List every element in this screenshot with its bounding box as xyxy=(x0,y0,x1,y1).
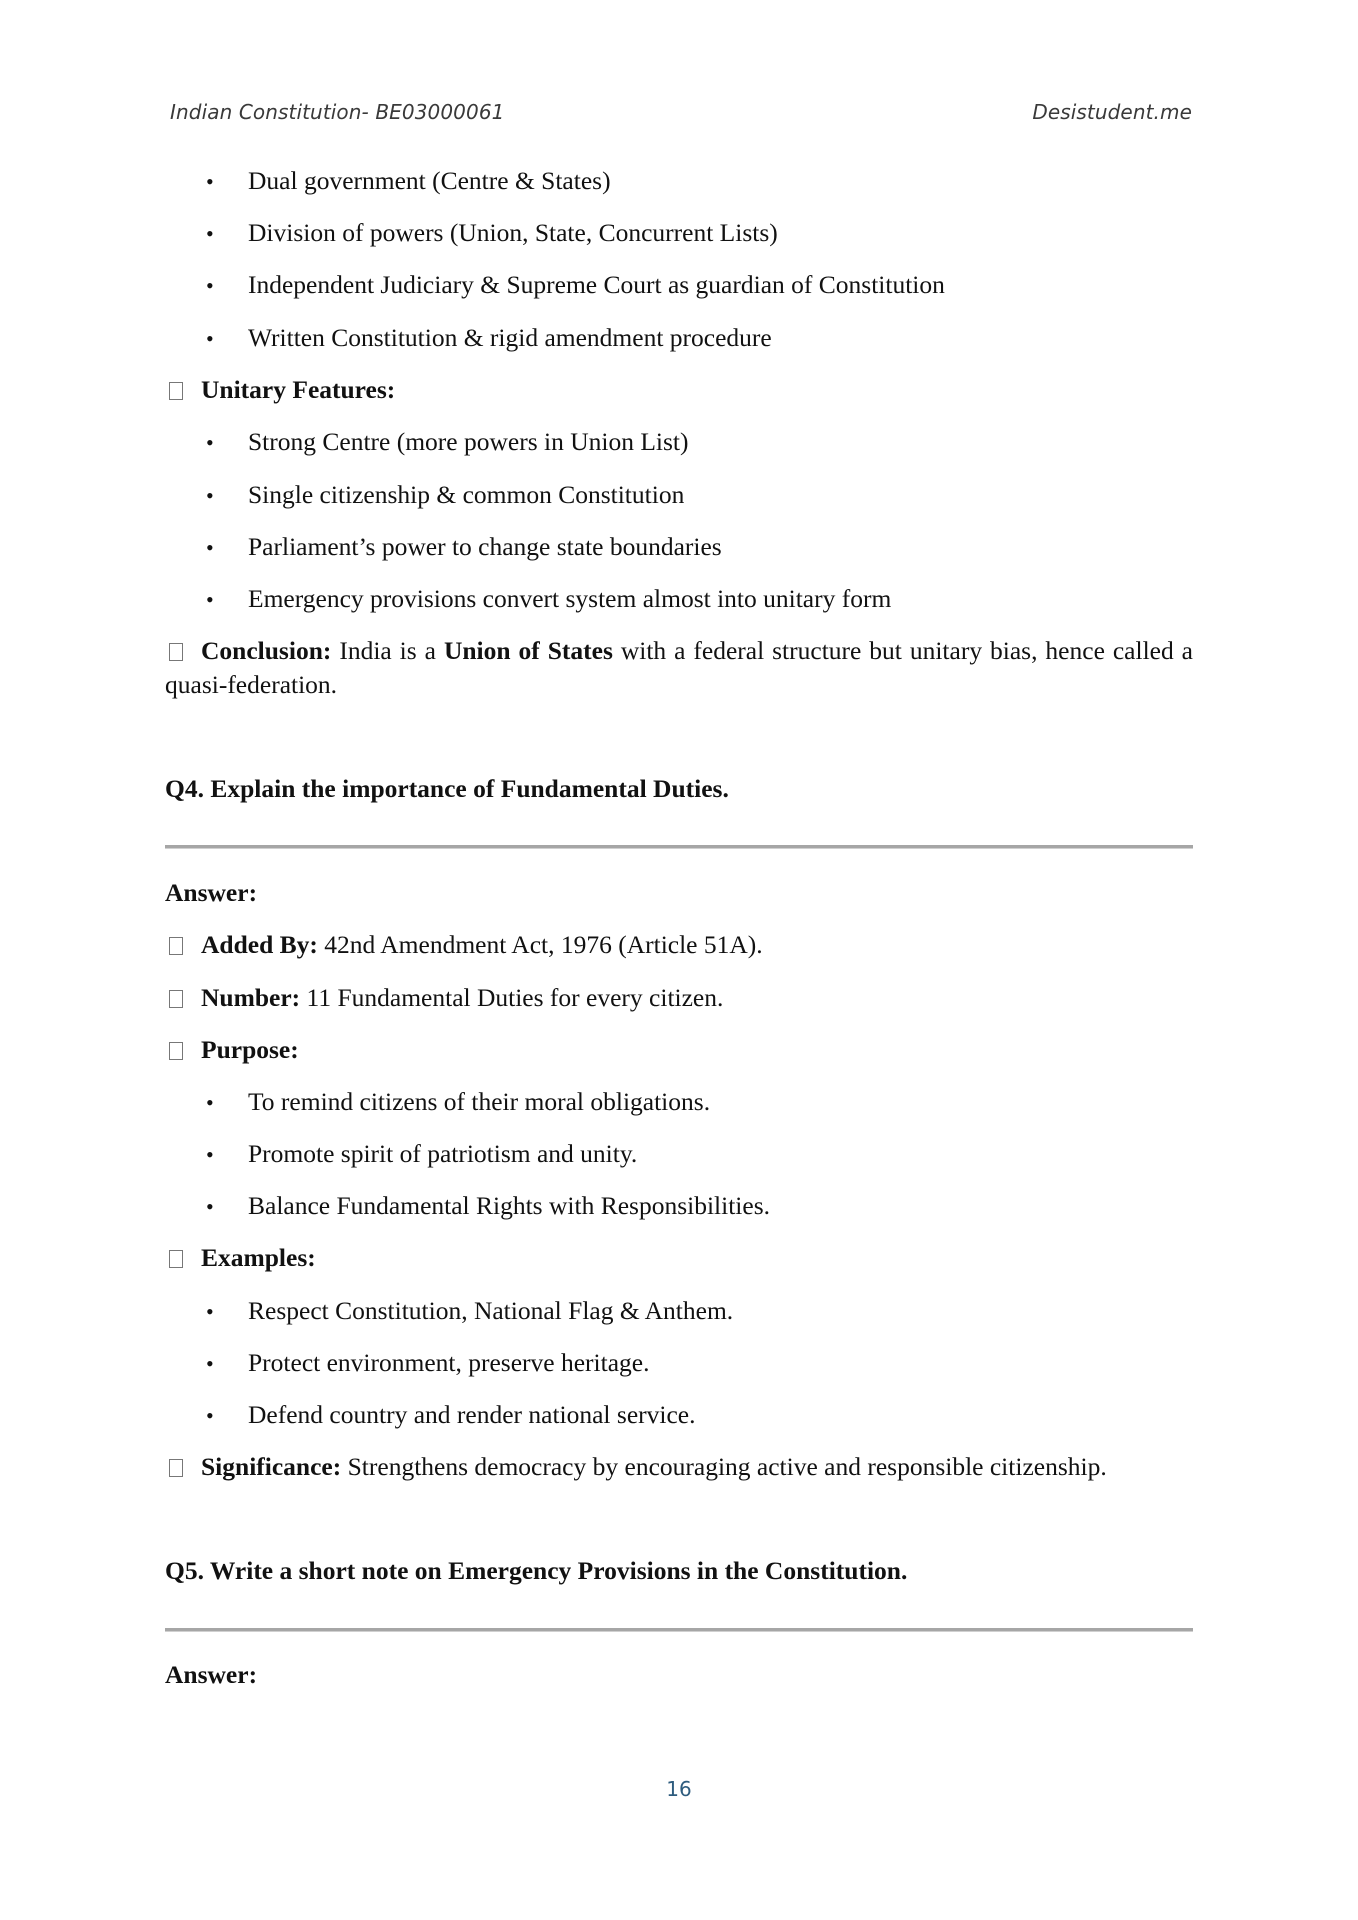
missing-glyph-box-icon xyxy=(169,1459,183,1477)
list-item: • Written Constitution & rigid amendment procedure xyxy=(206,321,1234,356)
bullet-icon: • xyxy=(206,1142,214,1167)
missing-glyph-box-icon xyxy=(169,990,183,1008)
number-line: Number: 11 Fundamental Duties for every citizen. xyxy=(165,981,1193,1015)
bullet-icon: • xyxy=(206,1299,214,1324)
section-heading-examples: Examples: xyxy=(165,1241,1193,1275)
bullet-icon: • xyxy=(206,1403,214,1428)
significance-line: Significance: Strengthens democracy by encouraging active and responsible citizenship. xyxy=(165,1450,1193,1484)
conclusion-paragraph: Conclusion: India is a Union of States with a federal structure but unitary bias, hence called a quasi-federation. xyxy=(165,636,1193,699)
bullet-icon: • xyxy=(206,587,214,612)
section-heading-purpose: Purpose: xyxy=(165,1033,1193,1067)
list-item: • Balance Fundamental Rights with Responsibilities. xyxy=(206,1189,1234,1224)
list-item: • Strong Centre (more powers in Union List) xyxy=(206,425,1234,460)
list-item: • Protect environment, preserve heritage. xyxy=(206,1346,1234,1381)
page-number: 16 xyxy=(666,1777,692,1801)
list-item: • Division of powers (Union, State, Concurrent Lists) xyxy=(206,216,1234,251)
bullet-icon: • xyxy=(206,535,214,560)
list-item: • Defend country and render national service. xyxy=(206,1398,1234,1433)
horizontal-rule xyxy=(165,1628,1193,1632)
horizontal-rule xyxy=(165,845,1193,849)
list-item: • Dual government (Centre & States) xyxy=(206,164,1234,199)
answer-label: Answer: xyxy=(165,878,258,907)
missing-glyph-box-icon xyxy=(169,1250,183,1268)
bullet-icon: • xyxy=(206,430,214,455)
bullet-icon: • xyxy=(206,1351,214,1376)
missing-glyph-box-icon xyxy=(169,643,183,661)
missing-glyph-box-icon xyxy=(169,937,183,955)
bullet-icon: • xyxy=(206,169,214,194)
bullet-icon: • xyxy=(206,1090,214,1115)
list-item: • Independent Judiciary & Supreme Court as guardian of Constitution xyxy=(206,268,1234,303)
section-heading-unitary: Unitary Features: xyxy=(165,373,1193,407)
question-heading-q5: Q5. Write a short note on Emergency Provisions in the Constitution. xyxy=(165,1556,908,1585)
missing-glyph-box-icon xyxy=(169,1042,183,1060)
list-item: • Parliament’s power to change state boundaries xyxy=(206,530,1234,565)
answer-label: Answer: xyxy=(165,1660,258,1689)
missing-glyph-box-icon xyxy=(169,382,183,400)
added-by-line: Added By: 42nd Amendment Act, 1976 (Article 51A). xyxy=(165,928,1193,962)
header-site-name: Desistudent.me xyxy=(1032,100,1192,124)
bullet-icon: • xyxy=(206,1194,214,1219)
list-item: • Emergency provisions convert system almost into unitary form xyxy=(206,582,1234,617)
bullet-icon: • xyxy=(206,326,214,351)
question-heading-q4: Q4. Explain the importance of Fundamental Duties. xyxy=(165,774,729,803)
bullet-icon: • xyxy=(206,483,214,508)
list-item: • Single citizenship & common Constitution xyxy=(206,478,1234,513)
list-item: • To remind citizens of their moral obligations. xyxy=(206,1085,1234,1120)
list-item: • Promote spirit of patriotism and unity. xyxy=(206,1137,1234,1172)
header-document-title: Indian Constitution- BE03000061 xyxy=(170,100,505,124)
bullet-icon: • xyxy=(206,221,214,246)
list-item: • Respect Constitution, National Flag & Anthem. xyxy=(206,1294,1234,1329)
bullet-icon: • xyxy=(206,273,214,298)
